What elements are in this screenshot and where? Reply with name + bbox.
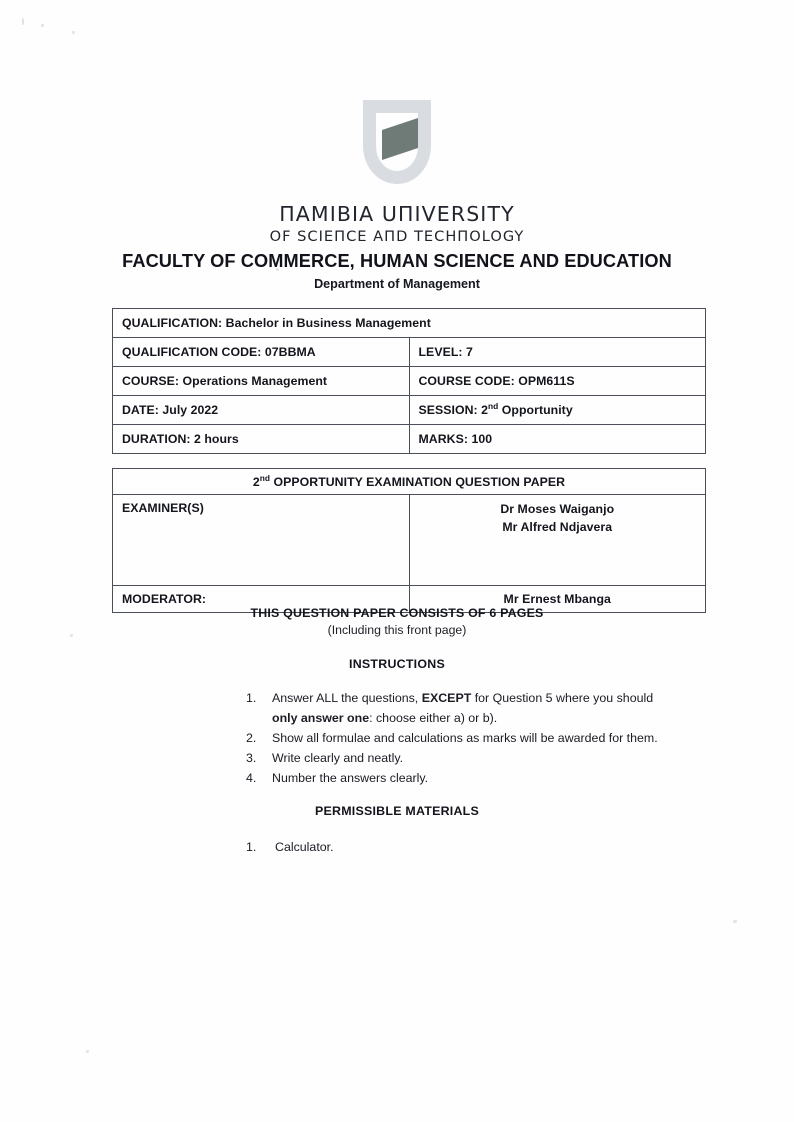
scan-artifact (733, 920, 737, 923)
examiners-label-cell: EXAMINER(S) (113, 495, 410, 586)
examiner-name: Mr Alfred Ndjavera (502, 519, 613, 534)
list-item-text: Show all formulae and calculations as marks will be awarded for them. (272, 731, 658, 746)
scan-artifact (72, 31, 75, 34)
instruction-1-part-c: for Question 5 where you should (471, 691, 654, 705)
list-item-number: 4. (246, 771, 257, 786)
list-item (246, 688, 686, 728)
marks-cell: MARKS: 100 (409, 425, 706, 454)
instruction-1-part-a: Answer ALL the questions, (272, 691, 422, 705)
qualification-info-table (112, 308, 706, 454)
list-item (246, 728, 686, 748)
session-cell (409, 396, 706, 425)
table-row (113, 495, 706, 586)
university-name-line1: ПAMIBIA UПIVERSITY (279, 202, 515, 226)
list-item-text (272, 688, 686, 728)
examiner-table (112, 468, 706, 613)
moderator-label-cell: MODERATOR: (113, 586, 410, 613)
session-text-pre: SESSION: 2 (418, 403, 489, 417)
list-item-number: 2. (246, 731, 257, 746)
list-item-number: 3. (246, 751, 257, 766)
university-name-line2: OF SCIEПCE AПD TECHПOLOGY (269, 228, 525, 246)
list-item-text: Number the answers clearly. (272, 771, 429, 786)
instructions-heading: INSTRUCTIONS (349, 657, 445, 671)
list-item (246, 837, 686, 857)
table-row (113, 367, 706, 396)
list-item-number: 1. (246, 691, 257, 705)
nust-shield-logo (351, 96, 443, 188)
exam-title-ordinal-suffix: nd (259, 472, 271, 483)
date-cell: DATE: July 2022 (113, 396, 410, 425)
list-item-text: Write clearly and neatly. (272, 751, 404, 766)
faculty-name: FACULTY OF COMMERCE, HUMAN SCIENCE AND EDUCATION (122, 250, 672, 271)
front-page-notice: (Including this front page) (327, 623, 467, 637)
session-ordinal-suffix: nd (488, 400, 499, 411)
instruction-1-part-d: : choose either a) or b). (369, 711, 498, 726)
scan-artifact (41, 24, 44, 27)
institution-header (0, 202, 794, 291)
course-code-cell: COURSE CODE: OPM611S (409, 367, 706, 396)
instruction-1-emphasis-only-one: only answer one (272, 711, 370, 726)
examiners-names-cell (409, 495, 706, 586)
exam-title-pre: 2 (252, 474, 260, 489)
table-row (113, 396, 706, 425)
exam-title-post: OPPORTUNITY EXAMINATION QUESTION PAPER (270, 474, 566, 489)
qualification-code-cell: QUALIFICATION CODE: 07BBMA (113, 338, 410, 367)
permissible-materials-heading: PERMISSIBLE MATERIALS (314, 804, 480, 818)
department-name: Department of Management (314, 276, 480, 291)
duration-cell: DURATION: 2 hours (113, 425, 410, 454)
scan-artifact (86, 1050, 89, 1053)
list-item (246, 748, 686, 768)
table-row (113, 469, 706, 495)
list-item-text: Calculator. (275, 840, 334, 854)
moderator-name-cell: Mr Ernest Mbanga (409, 586, 706, 613)
session-text-post: Opportunity (498, 403, 573, 417)
table-row (113, 425, 706, 454)
examiner-name: Dr Moses Waiganjo (500, 502, 615, 516)
page-count-notice: THIS QUESTION PAPER CONSISTS OF 6 PAGES (250, 606, 544, 620)
logo-container (0, 96, 794, 188)
qualification-cell: QUALIFICATION: Bachelor in Business Management (113, 309, 706, 338)
scan-artifact (22, 18, 24, 25)
instructions-list (246, 688, 686, 788)
permissible-materials-list (246, 837, 686, 857)
table-row (113, 309, 706, 338)
exam-paper-title-cell (113, 469, 706, 495)
level-cell: LEVEL: 7 (409, 338, 706, 367)
table-row (113, 338, 706, 367)
list-item-number: 1. (246, 840, 257, 854)
course-cell: COURSE: Operations Management (113, 367, 410, 396)
list-item (246, 768, 686, 788)
instruction-1-emphasis-except: EXCEPT (421, 691, 472, 705)
